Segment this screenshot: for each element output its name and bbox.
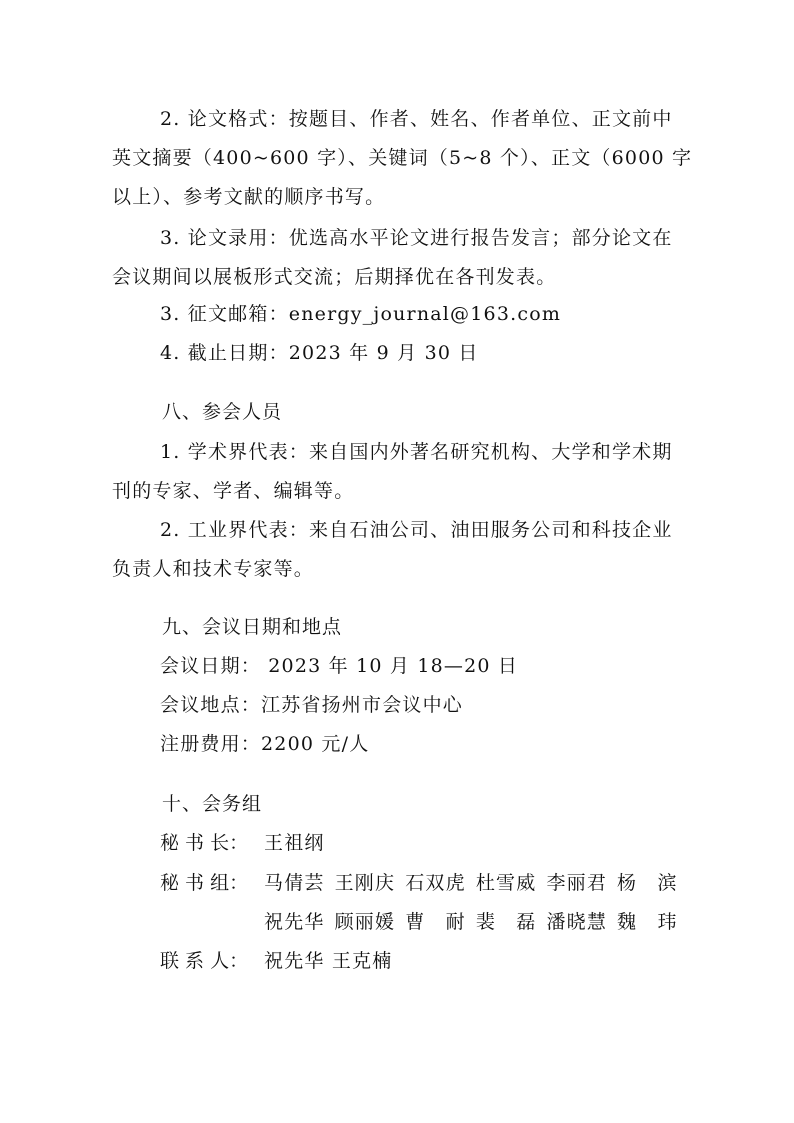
- secretariat-member: 祝先华: [264, 911, 325, 933]
- secretary-general-label: 秘 书 长：: [160, 832, 249, 854]
- secretary-general-row: [160, 830, 750, 856]
- section-title-secretariat: 十、会务组: [162, 793, 263, 815]
- secretariat-member: 李丽君: [546, 872, 608, 894]
- secretariat-row-1: [160, 870, 750, 896]
- secretariat-member: 魏 玮: [617, 911, 678, 933]
- paper-acceptance-line-1: 3. 论文录用：优选高水平论文进行报告发言；部分论文在: [160, 227, 673, 249]
- conference-place: 会议地点：江苏省扬州市会议中心: [160, 694, 464, 716]
- secretariat-member: 曹 耐: [405, 911, 466, 933]
- paper-format-line-3: 以上）、参考文献的顺序书写。: [112, 186, 386, 208]
- industry-reps-line-1: 2. 工业界代表：来自石油公司、油田服务公司和科技企业: [160, 519, 673, 541]
- secretariat-member: 顾丽媛: [334, 911, 396, 933]
- industry-reps-line-2: 负责人和技术专家等。: [112, 558, 315, 580]
- section-title-date-place: 九、会议日期和地点: [162, 616, 343, 638]
- secretariat-member: 王刚庆: [334, 872, 396, 894]
- conference-date: 会议日期： 2023 年 10 月 18—20 日: [160, 655, 519, 677]
- secretariat-label: 秘 书 组：: [160, 872, 249, 894]
- academic-reps-line-2: 刊的专家、学者、编辑等。: [112, 480, 355, 502]
- contact-names: 祝先华 王克楠: [264, 950, 393, 972]
- secretariat-row-2: [264, 909, 794, 935]
- contact-label: 联 系 人：: [160, 950, 249, 972]
- secretariat-member: 潘晓慧: [546, 911, 608, 933]
- secretariat-member: 杨 滨: [617, 872, 678, 894]
- secretariat-member: 石双虎: [405, 872, 466, 894]
- secretariat-member: 马倩芸: [264, 872, 325, 894]
- submission-email: 3. 征文邮箱：energy_journal@163.com: [160, 303, 562, 325]
- paper-format-line-2: 英文摘要（400~600 字）、关键词（5~8 个）、正文（6000 字: [112, 147, 693, 169]
- secretary-general-name: 王祖纲: [264, 832, 325, 854]
- registration-fee: 注册费用：2200 元/人: [160, 733, 370, 755]
- secretariat-member: 杜雪威: [475, 872, 537, 894]
- paper-acceptance-line-2: 会议期间以展板形式交流；后期择优在各刊发表。: [112, 266, 557, 288]
- academic-reps-line-1: 1. 学术界代表：来自国内外著名研究机构、大学和学术期: [160, 441, 673, 463]
- section-title-attendees: 八、参会人员: [162, 401, 283, 423]
- paper-format-line-1: 2. 论文格式：按题目、作者、姓名、作者单位、正文前中: [160, 108, 673, 130]
- contact-row: [160, 948, 750, 974]
- secretariat-member: 裴 磊: [475, 911, 537, 933]
- deadline: 4. 截止日期：2023 年 9 月 30 日: [160, 342, 479, 364]
